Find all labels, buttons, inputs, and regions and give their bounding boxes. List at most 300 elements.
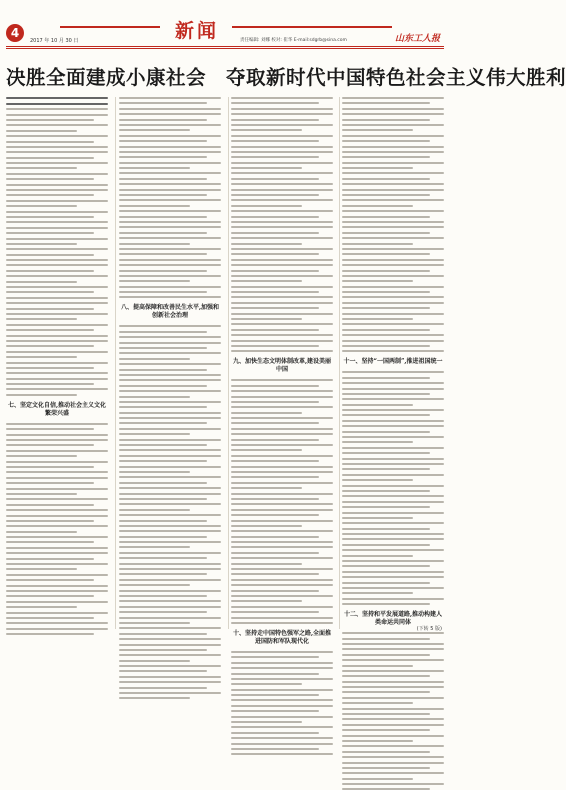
body-text-line xyxy=(342,302,444,304)
body-text-line xyxy=(119,162,221,164)
body-text-line xyxy=(342,210,444,212)
body-text-line xyxy=(342,479,413,481)
body-text-line xyxy=(231,270,319,272)
body-text-line xyxy=(342,718,444,720)
body-text-line xyxy=(119,248,221,250)
body-text-line xyxy=(119,606,221,608)
body-text-line xyxy=(6,216,94,218)
body-text-line xyxy=(231,167,302,169)
body-text-line xyxy=(6,184,108,186)
body-text-line xyxy=(6,606,77,608)
body-text-line xyxy=(6,423,108,425)
body-text-line xyxy=(342,648,444,650)
body-text-line xyxy=(342,659,444,661)
body-text-line xyxy=(6,579,94,581)
body-text-line xyxy=(231,466,333,468)
body-text-line xyxy=(342,199,444,201)
body-text-line xyxy=(231,129,302,131)
body-text-line xyxy=(231,673,319,675)
body-text-line xyxy=(342,441,413,443)
body-text-line xyxy=(231,514,319,516)
body-text-line xyxy=(342,729,430,731)
body-text-line xyxy=(119,541,221,543)
body-text-line xyxy=(231,379,333,381)
body-text-line xyxy=(231,172,333,174)
body-text-line xyxy=(6,434,108,436)
body-text-line xyxy=(6,558,94,560)
body-text-line xyxy=(342,275,444,277)
body-text-line xyxy=(119,146,221,148)
body-text-line xyxy=(6,383,94,385)
body-text-line xyxy=(231,753,333,755)
body-text-line xyxy=(119,552,221,554)
body-text-line xyxy=(342,162,444,164)
body-text-line xyxy=(119,482,207,484)
body-text-line xyxy=(342,264,444,266)
body-text-line xyxy=(119,595,207,597)
body-text-line xyxy=(342,490,430,492)
body-text-line xyxy=(119,471,190,473)
editor-contact: 责任编辑: 刘娜 校对: 崔华 E-mail:sdgrb@sina.com xyxy=(240,38,347,43)
body-text-line xyxy=(342,724,444,726)
body-text-line xyxy=(342,119,430,121)
body-text-line xyxy=(6,552,108,554)
body-text-line xyxy=(231,525,302,527)
body-text-line xyxy=(119,633,207,635)
body-text-line xyxy=(342,436,444,438)
body-text-line xyxy=(342,151,444,153)
body-text-line xyxy=(231,428,333,430)
body-text-line xyxy=(231,334,333,336)
body-text-line xyxy=(231,600,302,602)
body-text-line xyxy=(6,97,108,99)
body-text-line xyxy=(119,627,221,629)
body-text-line xyxy=(119,665,221,667)
body-text-line xyxy=(342,414,430,416)
body-text-line xyxy=(6,563,108,565)
body-text-line xyxy=(119,347,207,349)
body-text-line xyxy=(231,401,319,403)
body-text-line xyxy=(6,114,108,116)
body-text-line xyxy=(6,124,108,126)
body-text-line xyxy=(119,336,221,338)
body-text-line xyxy=(342,772,444,774)
body-text-line xyxy=(342,528,430,530)
body-text-line xyxy=(342,248,444,250)
body-text-line xyxy=(231,530,333,532)
body-text-line xyxy=(231,743,333,745)
body-text-line xyxy=(342,313,444,315)
body-text-line xyxy=(119,226,221,228)
body-text-line xyxy=(342,447,444,449)
body-text-line xyxy=(342,221,444,223)
body-text-line xyxy=(342,740,413,742)
body-text-line xyxy=(6,574,108,576)
body-text-line xyxy=(6,270,94,272)
body-text-line xyxy=(119,374,221,376)
body-text-line xyxy=(342,404,413,406)
body-text-line xyxy=(231,237,333,239)
body-text-line xyxy=(342,178,430,180)
body-text-line xyxy=(119,205,190,207)
body-text-line xyxy=(231,248,333,250)
body-text-line xyxy=(231,291,319,293)
body-text-line xyxy=(231,444,333,446)
body-text-line xyxy=(6,173,108,175)
body-text-line xyxy=(342,307,430,309)
body-text-line xyxy=(231,162,333,164)
body-text-line xyxy=(119,363,221,365)
body-text-line xyxy=(231,275,333,277)
body-text-line xyxy=(231,296,333,298)
body-text-line xyxy=(119,509,190,511)
body-text-line xyxy=(119,697,190,699)
body-text-line xyxy=(231,433,333,435)
body-text-line xyxy=(6,477,108,479)
body-text-line xyxy=(6,568,77,570)
body-text-line xyxy=(231,307,319,309)
body-text-line xyxy=(342,751,430,753)
body-text-line xyxy=(342,681,444,683)
body-text-line xyxy=(119,189,221,191)
body-text-line xyxy=(231,595,333,597)
body-text-line xyxy=(231,662,333,664)
text-column-2 xyxy=(119,97,221,629)
body-text-line xyxy=(119,568,221,570)
body-text-line xyxy=(231,584,333,586)
body-text-line xyxy=(119,379,221,381)
body-text-line xyxy=(342,501,444,503)
body-text-line xyxy=(6,515,108,517)
text-column-4 xyxy=(342,97,444,629)
body-text-line xyxy=(119,466,221,468)
body-text-line xyxy=(119,687,207,689)
body-text-line xyxy=(119,369,207,371)
body-text-line xyxy=(6,146,108,148)
body-text-line xyxy=(231,199,333,201)
body-text-line xyxy=(342,243,413,245)
body-text-line xyxy=(119,417,221,419)
body-text-line xyxy=(119,102,207,104)
body-text-line xyxy=(231,210,333,212)
body-text-line xyxy=(231,611,319,613)
body-text-line xyxy=(6,297,108,299)
body-text-line xyxy=(342,102,430,104)
body-text-line xyxy=(231,705,333,707)
body-text-line xyxy=(119,113,221,115)
body-text-line xyxy=(6,617,94,619)
body-text-line xyxy=(342,329,430,331)
body-text-line xyxy=(119,178,207,180)
body-text-line xyxy=(119,325,221,327)
body-text-line xyxy=(6,547,108,549)
body-text-line xyxy=(6,461,108,463)
body-text-line xyxy=(342,587,444,589)
body-text-line xyxy=(119,331,207,333)
body-text-line xyxy=(231,345,319,347)
body-text-line xyxy=(119,422,207,424)
body-text-line xyxy=(6,509,108,511)
body-text-line xyxy=(119,611,207,613)
body-text-line xyxy=(231,422,319,424)
body-text-line xyxy=(119,439,221,441)
body-text-line xyxy=(119,135,221,137)
body-text-line xyxy=(119,412,221,414)
body-text-line xyxy=(342,506,430,508)
body-text-line xyxy=(231,617,333,619)
body-text-line xyxy=(231,449,302,451)
date-line: 2017 年 10 月 30 日 xyxy=(30,38,79,44)
body-text-line xyxy=(231,737,333,739)
body-text-line xyxy=(342,463,444,465)
body-text-line xyxy=(231,140,319,142)
body-text-line xyxy=(231,509,333,511)
body-text-line xyxy=(342,388,444,390)
body-text-line xyxy=(231,350,333,352)
body-text-line xyxy=(342,270,430,272)
body-text-line xyxy=(342,560,444,562)
body-text-line xyxy=(6,135,108,137)
body-text-line xyxy=(342,708,444,710)
body-text-line xyxy=(6,259,108,261)
body-text-line xyxy=(119,401,221,403)
body-text-line xyxy=(342,167,413,169)
body-text-line xyxy=(231,557,333,559)
body-text-line xyxy=(231,406,333,408)
body-text-line xyxy=(119,600,221,602)
body-text-line xyxy=(6,520,94,522)
body-text-line xyxy=(119,385,207,387)
body-text-line xyxy=(342,318,413,320)
body-text-line xyxy=(342,544,430,546)
body-text-line xyxy=(6,531,77,533)
body-text-line xyxy=(119,590,221,592)
body-text-line xyxy=(6,227,108,229)
body-text-line xyxy=(119,119,207,121)
page-number-badge: 4 xyxy=(6,24,24,42)
body-text-line xyxy=(6,595,94,597)
body-text-line xyxy=(342,259,444,261)
body-text-line xyxy=(231,313,333,315)
body-text-line xyxy=(6,108,108,110)
body-text-line xyxy=(119,275,221,277)
body-text-line xyxy=(342,113,444,115)
body-text-line xyxy=(342,565,430,567)
body-text-line xyxy=(231,221,333,223)
body-text-line xyxy=(6,471,108,473)
body-text-line xyxy=(231,189,333,191)
body-text-line xyxy=(119,129,190,131)
section-subhead: 十一、坚持“一国两制”,推进祖国统一 xyxy=(343,358,443,366)
body-text-line xyxy=(342,377,430,379)
body-text-line xyxy=(231,253,319,255)
body-text-line xyxy=(342,253,430,255)
body-text-line xyxy=(6,119,94,121)
body-text-line xyxy=(6,221,108,223)
body-text-line xyxy=(6,232,94,234)
body-text-line xyxy=(231,651,333,653)
body-text-line xyxy=(231,194,319,196)
body-text-line xyxy=(119,638,221,640)
body-text-line xyxy=(231,678,333,680)
body-text-line xyxy=(119,291,207,293)
body-text-line xyxy=(342,632,444,634)
body-text-line xyxy=(342,398,444,400)
body-text-line xyxy=(231,302,333,304)
body-text-line xyxy=(119,654,221,656)
body-text-line xyxy=(119,428,221,430)
body-text-line xyxy=(6,335,108,337)
body-text-line xyxy=(342,474,444,476)
body-text-line xyxy=(119,546,190,548)
body-text-line xyxy=(342,745,444,747)
body-text-line xyxy=(231,390,333,392)
column-separator xyxy=(228,97,229,629)
body-text-line xyxy=(6,205,77,207)
body-text-line xyxy=(231,97,333,99)
body-text-line xyxy=(231,156,319,158)
body-text-line xyxy=(342,97,444,99)
body-text-line xyxy=(119,487,221,489)
masthead-rule xyxy=(6,46,444,47)
body-text-line xyxy=(231,318,302,320)
body-text-line xyxy=(6,351,108,353)
body-text-line xyxy=(231,683,302,685)
body-text-line xyxy=(119,124,221,126)
body-text-line xyxy=(231,721,302,723)
body-text-line xyxy=(231,493,333,495)
body-text-line xyxy=(119,692,221,694)
body-text-line xyxy=(119,681,221,683)
body-text-line xyxy=(231,146,333,148)
body-text-line xyxy=(6,313,108,315)
body-text-line xyxy=(119,286,221,288)
body-text-line xyxy=(231,498,319,500)
body-text-line xyxy=(231,476,319,478)
section-subhead: 十二、坚持和平发展道路,推动构建人类命运共同体 xyxy=(343,611,443,627)
body-text-line xyxy=(119,151,221,153)
body-text-line xyxy=(231,286,333,288)
continued-note: (下转 5 版) xyxy=(416,626,442,632)
body-text-line xyxy=(342,135,444,137)
body-text-line xyxy=(119,493,221,495)
body-text-line xyxy=(119,525,221,527)
body-text-line xyxy=(342,189,444,191)
article-body xyxy=(6,97,444,645)
body-text-line xyxy=(6,493,77,495)
body-text-line xyxy=(231,226,333,228)
body-text-line xyxy=(231,622,333,624)
body-text-line xyxy=(6,541,94,543)
body-text-line xyxy=(342,286,444,288)
body-text-line xyxy=(342,425,444,427)
body-text-line xyxy=(119,536,207,538)
body-text-line xyxy=(342,485,444,487)
body-text-line xyxy=(231,726,333,728)
body-text-line xyxy=(119,390,221,392)
body-text-line xyxy=(6,622,108,624)
body-text-line xyxy=(6,585,108,587)
body-text-line xyxy=(231,568,333,570)
body-text-line xyxy=(231,694,319,696)
body-text-line xyxy=(342,778,413,780)
body-text-line xyxy=(342,382,444,384)
body-text-line xyxy=(342,598,444,600)
body-text-line xyxy=(6,450,108,452)
body-text-line xyxy=(342,146,444,148)
body-text-line xyxy=(231,606,333,608)
body-text-line xyxy=(6,329,94,331)
body-text-line xyxy=(342,226,444,228)
body-text-line xyxy=(231,710,319,712)
body-text-line xyxy=(119,557,207,559)
body-text-line xyxy=(231,439,319,441)
body-text-line xyxy=(231,546,333,548)
body-text-line xyxy=(342,108,444,110)
body-text-line xyxy=(231,340,333,342)
body-text-line xyxy=(119,444,207,446)
body-text-line xyxy=(119,530,221,532)
body-text-line xyxy=(342,431,430,433)
body-text-line xyxy=(119,352,221,354)
body-text-line xyxy=(231,323,333,325)
body-text-line xyxy=(342,592,413,594)
body-text-line xyxy=(231,732,319,734)
body-text-line xyxy=(119,433,190,435)
newspaper-logo: 山东工人报 xyxy=(394,34,440,44)
section-subhead: 九、加快生态文明体制改革,建设美丽中国 xyxy=(232,358,332,374)
body-text-line xyxy=(6,281,77,283)
body-text-line xyxy=(342,517,413,519)
body-text-line xyxy=(231,563,302,565)
body-text-line xyxy=(119,406,207,408)
section-title: 新闻 xyxy=(175,20,220,42)
body-text-line xyxy=(119,660,190,662)
body-text-line xyxy=(6,444,94,446)
body-text-line xyxy=(6,324,108,326)
body-text-line xyxy=(342,702,413,704)
body-text-line xyxy=(119,280,190,282)
body-text-line xyxy=(231,183,333,185)
body-text-line xyxy=(231,243,302,245)
body-text-line xyxy=(119,649,207,651)
body-text-line xyxy=(342,458,444,460)
body-text-line xyxy=(119,259,221,261)
body-text-line xyxy=(231,119,319,121)
body-text-line xyxy=(119,221,221,223)
body-text-line xyxy=(119,498,207,500)
body-text-line xyxy=(6,308,94,310)
body-text-line xyxy=(342,237,444,239)
body-text-line xyxy=(6,291,94,293)
body-text-line xyxy=(6,536,108,538)
body-text-line xyxy=(231,329,319,331)
body-text-line xyxy=(231,385,319,387)
body-text-line xyxy=(6,362,108,364)
body-text-line xyxy=(6,372,108,374)
body-text-line xyxy=(342,172,444,174)
body-text-line xyxy=(6,628,108,630)
body-text-line xyxy=(119,232,207,234)
column-separator xyxy=(339,97,340,629)
body-text-line xyxy=(6,248,108,250)
body-text-line xyxy=(342,762,444,764)
body-text-line xyxy=(119,210,221,212)
body-text-line xyxy=(6,498,108,500)
body-text-line xyxy=(231,205,302,207)
body-text-line xyxy=(342,756,444,758)
body-text-line xyxy=(342,129,413,131)
